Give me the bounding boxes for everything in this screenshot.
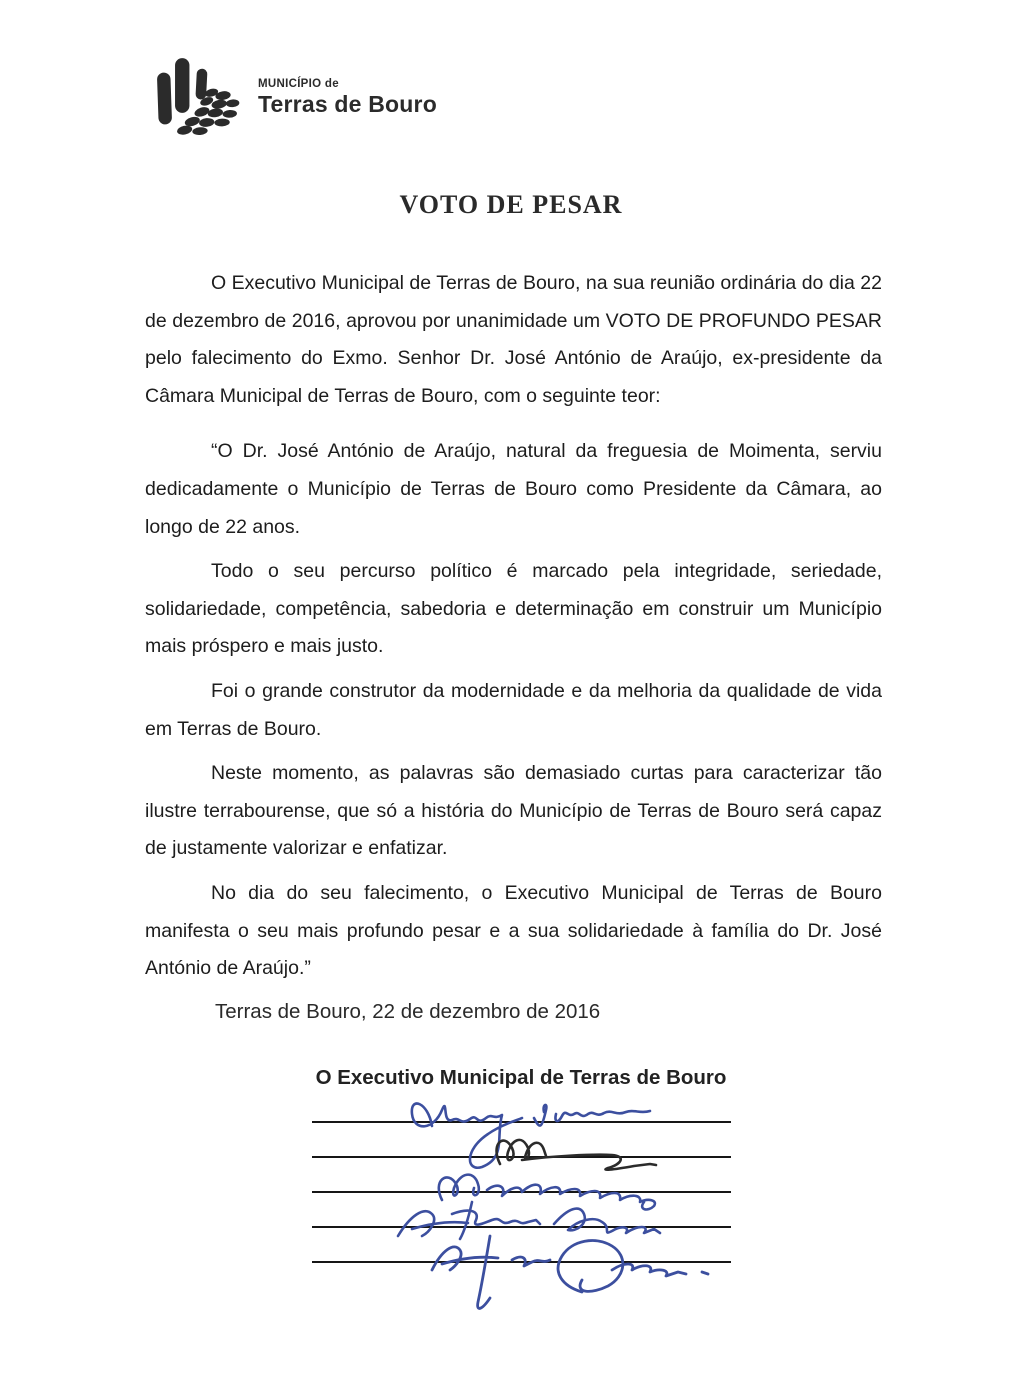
document-body xyxy=(145,265,882,995)
municipality-logo xyxy=(152,56,437,140)
logo-municipality-name: Terras de Bouro xyxy=(258,91,437,117)
signature-5-ink xyxy=(432,1236,708,1308)
signature-line-3 xyxy=(312,1191,731,1193)
paragraph-quote-4: Neste momento, as palavras são demasiado curtas para caracterizar tão ilustre terrabourense, que só a história do Município de Terras de Bouro será capaz de justamente valorizar e enfatizar. xyxy=(145,762,882,860)
handwritten-signatures xyxy=(282,1074,782,1334)
paragraph-quote-5: No dia do seu falecimento, o Executivo Municipal de Terras de Bouro manifesta o seu mais profundo pesar e a sua solidariedade à família do Dr. José António de Araújo.” xyxy=(145,881,882,980)
signature-line-5 xyxy=(312,1261,731,1263)
menhir-stones-logo-icon xyxy=(152,56,248,140)
paragraph-intro: O Executivo Municipal de Terras de Bouro, na sua reunião ordinária do dia 22 de dezembro de 2016, aprovou por unanimidade um VOTO DE PROFUNDO PESAR pelo falecimento do Exmo. Senhor Dr. José António de Araújo, ex-presidente da Câmara Municipal de Terras de Bouro, com o seguinte teor: xyxy=(145,272,882,407)
signature-line-2 xyxy=(312,1156,731,1158)
signature-line-1 xyxy=(312,1121,731,1123)
paragraph-quote-1: “O Dr. José António de Araújo, natural da freguesia de Moimenta, serviu dedicadamente o Município de Terras de Bouro como Presidente da Câmara, ao longo de 22 anos. xyxy=(145,440,882,538)
signature-1-ink xyxy=(412,1104,650,1168)
logo-wordmark xyxy=(258,78,437,118)
signature-2-ink xyxy=(497,1140,656,1170)
paragraph-quote-2: Todo o seu percurso político é marcado pela integridade, seriedade, solidariedade, competência, sabedoria e determinação em construir um Município mais próspero e mais justo. xyxy=(145,560,882,658)
signature-block-heading: O Executivo Municipal de Terras de Bouro xyxy=(315,1066,727,1089)
signature-4-ink xyxy=(398,1202,660,1239)
document-title: VOTO DE PESAR xyxy=(399,190,623,219)
signature-line-4 xyxy=(312,1226,731,1228)
paragraph-quote-3: Foi o grande construtor da modernidade e da melhoria da qualidade de vida em Terras de Bouro. xyxy=(145,679,882,740)
logo-department-label: MUNICÍPIO de xyxy=(258,78,339,90)
signature-lines-block xyxy=(312,1121,731,1296)
place-date-line: Terras de Bouro, 22 de dezembro de 2016 xyxy=(215,1000,601,1023)
